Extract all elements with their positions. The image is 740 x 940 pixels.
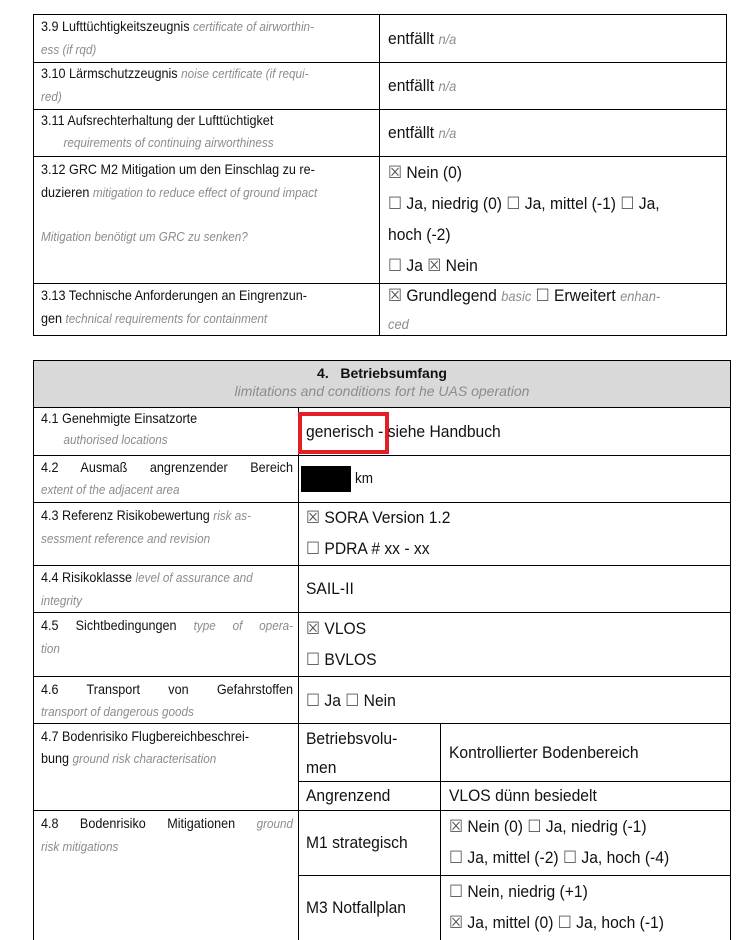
row-4-5-options <box>306 613 377 675</box>
label-en: type of opera- <box>193 618 293 633</box>
value-en: n/a <box>438 125 457 141</box>
row-4-2-label-en <box>41 478 302 501</box>
option-label: Nein <box>363 691 396 710</box>
checkbox-unchecked-icon[interactable]: ☐ <box>388 256 403 275</box>
label-en-cont: tion <box>41 641 60 656</box>
label-de: 3.9 Lufttüchtigkeitszeugnis <box>41 18 190 34</box>
checkbox-checked-icon[interactable]: ☒ <box>388 286 403 305</box>
checkbox-unchecked-icon[interactable]: ☐ <box>306 691 321 710</box>
checkbox-unchecked-icon[interactable]: ☐ <box>535 286 550 305</box>
row-3-13-label <box>41 284 374 330</box>
option-label: Ja, hoch (-1) <box>576 913 664 932</box>
row-4-3-options <box>306 502 450 564</box>
checkbox-checked-icon[interactable]: ☒ <box>449 817 464 836</box>
row-3-10-value <box>388 70 456 102</box>
label-en-cont: red) <box>41 89 62 104</box>
checkbox-unchecked-icon[interactable]: ☐ <box>345 691 360 710</box>
row-4-3-label <box>41 504 293 550</box>
label-en-cont: ess (if rqd) <box>41 42 97 57</box>
label-en: ground <box>256 816 294 831</box>
label-en-cont: risk mitigations <box>41 839 119 854</box>
unit-label: km <box>355 470 373 487</box>
checkbox-unchecked-icon[interactable]: ☐ <box>449 882 464 901</box>
option-label: Ja, niedrig (0) <box>406 194 503 213</box>
option-label: Grundlegend <box>406 286 497 305</box>
section-title: 4. Betriebsumfang <box>317 365 447 381</box>
label-en: ground risk characterisation <box>72 751 217 766</box>
row-4-7-sub1-label <box>306 724 397 782</box>
option-label-en: enhan- <box>620 288 661 304</box>
row-3-10-label <box>41 62 374 108</box>
option-label: Ja <box>406 256 423 275</box>
checkbox-unchecked-icon[interactable]: ☐ <box>506 194 521 213</box>
option-label: Ja, hoch (-4) <box>581 848 670 867</box>
row-4-8-m3-label: M3 Notfallplan <box>306 898 406 917</box>
label-en: authorised locations <box>63 432 168 447</box>
label-en: requirements of continuing airworthiness <box>63 135 274 150</box>
row-4-8-m3-options <box>449 876 664 938</box>
option-label: Nein <box>445 256 478 275</box>
section-4-header <box>33 360 731 407</box>
label-question: Mitigation benötigt um GRC zu senken? <box>41 229 248 244</box>
section-subtitle: limitations and conditions fort he UAS operation <box>234 383 530 399</box>
option-label: Nein (0) <box>406 163 463 182</box>
checkbox-unchecked-icon[interactable]: ☐ <box>620 194 635 213</box>
row-4-1-label <box>41 408 302 450</box>
row-4-7-sub2-label: Angrenzend <box>306 786 391 805</box>
option-label: SORA Version 1.2 <box>324 508 451 527</box>
label-en: mitigation to reduce effect of ground impact <box>92 185 318 200</box>
label-en: certificate of airworthin- <box>193 19 314 34</box>
option-label-en: basic <box>501 288 532 304</box>
row-3-12-label <box>41 158 374 248</box>
highlighted-value: generisch <box>306 422 374 441</box>
label-de: 3.10 Lärmschutzzeugnis <box>41 65 178 81</box>
label-de: 4.7 Bodenrisiko Flugbereichbeschrei- <box>41 728 250 744</box>
option-label: VLOS <box>324 619 367 638</box>
option-label: Nein, niedrig (+1) <box>467 882 588 901</box>
label-en: transport of dangerous goods <box>41 704 194 719</box>
label-de: 3.12 GRC M2 Mitigation um den Einschlag zu re- <box>41 161 315 177</box>
row-4-6-options <box>306 685 396 716</box>
option-label: Ja, mittel (-2) <box>467 848 559 867</box>
label-en: level of assurance and <box>135 570 253 585</box>
row-4-1-value <box>306 416 501 447</box>
option-label: Ja, <box>638 194 660 213</box>
option-label: Nein (0) <box>467 817 524 836</box>
row-4-2-label <box>41 456 293 478</box>
label-de: 4.3 Referenz Risikobewertung <box>41 507 210 523</box>
checkbox-checked-icon[interactable]: ☒ <box>306 619 321 638</box>
checkbox-unchecked-icon[interactable]: ☐ <box>449 848 464 867</box>
label-de: 4.4 Risikoklasse <box>41 569 133 585</box>
checkbox-unchecked-icon[interactable]: ☐ <box>562 848 578 867</box>
label-de-cont: duzieren <box>41 184 90 200</box>
label-en: technical requirements for containment <box>65 311 268 326</box>
option-label: Erweitert <box>554 286 616 305</box>
option-label-en-cont: ced <box>388 316 409 332</box>
label-en-cont: sessment reference and revision <box>41 531 211 546</box>
label-de: 3.13 Technische Anforderungen an Eingrenzun- <box>41 287 307 303</box>
label-en: extent of the adjacent area <box>41 482 180 497</box>
sub-label: Betriebsvolu- <box>306 729 398 748</box>
redaction-block <box>301 466 351 492</box>
checkbox-unchecked-icon[interactable]: ☐ <box>557 913 572 932</box>
checkbox-unchecked-icon[interactable]: ☐ <box>306 539 321 558</box>
checkbox-checked-icon[interactable]: ☒ <box>449 913 464 932</box>
label-de-cont: bung <box>41 750 70 766</box>
checkbox-checked-icon[interactable]: ☒ <box>306 508 321 527</box>
row-3-11-label <box>41 109 374 154</box>
label-en: noise certificate (if requi- <box>181 66 309 81</box>
row-4-4-value: SAIL-II <box>306 579 354 598</box>
label-en-cont: integrity <box>41 593 82 608</box>
label-en: risk as- <box>213 508 251 523</box>
value: entfällt <box>388 123 435 142</box>
checkbox-unchecked-icon[interactable]: ☐ <box>388 194 403 213</box>
option-label: Ja, mittel (-1) <box>524 194 617 213</box>
sub-label-cont: men <box>306 758 337 777</box>
row-3-9-label <box>41 15 374 61</box>
row-3-11-value <box>388 117 456 149</box>
label-de-cont: gen <box>41 310 63 326</box>
option-label-cont: hoch (-2) <box>388 225 451 244</box>
row-4-8-m1-options <box>449 811 669 873</box>
value: entfällt <box>388 76 435 95</box>
row-3-12-options <box>388 157 660 281</box>
value-en: n/a <box>438 31 457 47</box>
label-de: 4.5 Sichtbedingungen <box>41 617 177 633</box>
row-4-7-sub2-value: VLOS dünn besiedelt <box>449 786 597 805</box>
row-4-8-m1-label: M1 strategisch <box>306 833 408 852</box>
row-4-4-label <box>41 566 293 612</box>
label-de: 4.6 Transport von Gefahrstoffen <box>41 681 293 697</box>
checkbox-unchecked-icon[interactable]: ☐ <box>527 817 542 836</box>
row-3-13-options <box>388 282 660 338</box>
row-4-8-label <box>41 812 293 858</box>
row-4-5-label <box>41 614 293 660</box>
row-4-7-sub1-value: Kontrollierter Bodenbereich <box>449 743 639 762</box>
label-de: 4.1 Genehmigte Einsatzorte <box>41 410 198 426</box>
option-label: Ja <box>324 691 341 710</box>
label-de: 4.8 Bodenrisiko Mitigationen <box>41 815 236 831</box>
row-4-7-label <box>41 725 293 770</box>
checkbox-unchecked-icon[interactable]: ☐ <box>306 650 321 669</box>
value-en: n/a <box>438 78 457 94</box>
row-4-6-label <box>41 678 293 723</box>
checkbox-checked-icon[interactable]: ☒ <box>427 256 442 275</box>
value: entfällt <box>388 29 435 48</box>
option-label: PDRA # xx - xx <box>324 539 430 558</box>
label-de: 3.11 Aufsrechterhaltung der Lufttüchtigket <box>41 112 274 128</box>
option-label: Ja, mittel (0) <box>467 913 554 932</box>
option-label: Ja, niedrig (-1) <box>545 817 647 836</box>
option-label: BVLOS <box>324 650 377 669</box>
value-rest: - siehe Handbuch <box>373 422 501 441</box>
row-3-9-value <box>388 23 456 55</box>
checkbox-checked-icon[interactable]: ☒ <box>388 163 403 182</box>
label-de: 4.2 Ausmaß angrenzender Bereich <box>41 459 293 475</box>
